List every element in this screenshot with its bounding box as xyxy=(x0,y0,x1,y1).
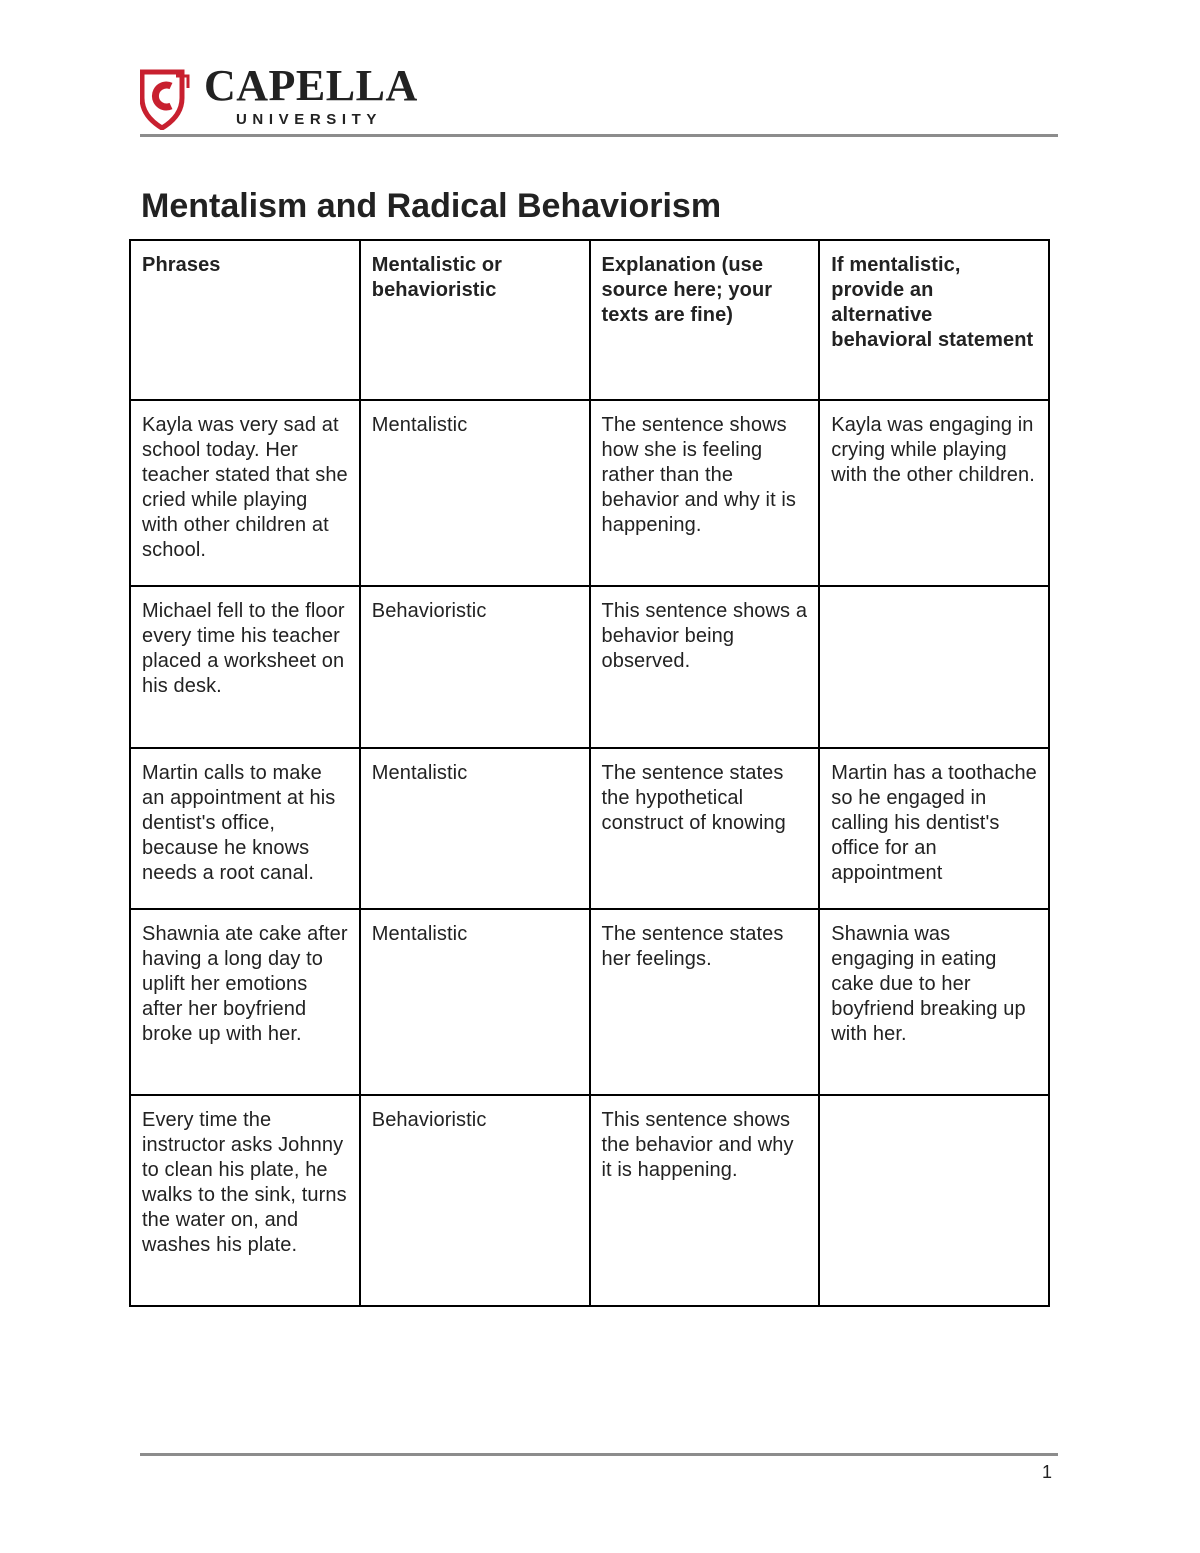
capella-logo xyxy=(140,61,430,134)
column-header-phrases: Phrases xyxy=(130,240,360,400)
phrase-cell: Every time the instructor asks Johnny to clean his plate, he walks to the sink, turns the water on, and washes his plate. xyxy=(130,1095,360,1306)
alternative-cell xyxy=(819,1095,1049,1306)
document-title: Mentalism and Radical Behaviorism xyxy=(141,187,722,225)
classification-cell: Behavioristic xyxy=(360,586,590,748)
page-number: 1 xyxy=(1042,1462,1053,1482)
column-header-explanation: Explanation (use source here; your texts are fine) xyxy=(590,240,820,400)
explanation-cell: This sentence shows a behavior being observed. xyxy=(590,586,820,748)
shield-icon xyxy=(140,68,190,130)
table-row xyxy=(130,586,1049,748)
column-header-alternative: If mentalistic, provide an alternative behavioral statement xyxy=(819,240,1049,400)
phrases-table xyxy=(129,239,1050,1307)
explanation-cell: The sentence states the hypothetical construct of knowing xyxy=(590,748,820,909)
table-row xyxy=(130,1095,1049,1306)
phrase-cell: Martin calls to make an appointment at his dentist's office, because he knows needs a root canal. xyxy=(130,748,360,909)
phrase-cell: Shawnia ate cake after having a long day to uplift her emotions after her boyfriend broke up with her. xyxy=(130,909,360,1095)
phrase-cell: Kayla was very sad at school today. Her teacher stated that she cried while playing with other children at school. xyxy=(130,400,360,586)
header-divider xyxy=(140,134,1058,137)
classification-cell: Mentalistic xyxy=(360,909,590,1095)
alternative-cell xyxy=(819,586,1049,748)
alternative-cell: Kayla was engaging in crying while playing with the other children. xyxy=(819,400,1049,586)
table-row xyxy=(130,909,1049,1095)
logo-subtitle: UNIVERSITY xyxy=(236,111,383,128)
classification-cell: Mentalistic xyxy=(360,400,590,586)
phrase-cell: Michael fell to the floor every time his teacher placed a worksheet on his desk. xyxy=(130,586,360,748)
classification-cell: Behavioristic xyxy=(360,1095,590,1306)
table-row xyxy=(130,400,1049,586)
column-header-classification: Mentalistic or behavioristic xyxy=(360,240,590,400)
explanation-cell: The sentence states her feelings. xyxy=(590,909,820,1095)
classification-cell: Mentalistic xyxy=(360,748,590,909)
table-header-row xyxy=(130,240,1049,400)
alternative-cell: Martin has a toothache so he engaged in calling his dentist's office for an appointment xyxy=(819,748,1049,909)
logo-wordmark: CAPELLA xyxy=(204,61,418,110)
footer-divider xyxy=(140,1453,1058,1456)
alternative-cell: Shawnia was engaging in eating cake due to her boyfriend breaking up with her. xyxy=(819,909,1049,1095)
table-row xyxy=(130,748,1049,909)
explanation-cell: This sentence shows the behavior and why it is happening. xyxy=(590,1095,820,1306)
explanation-cell: The sentence shows how she is feeling rather than the behavior and why it is happening. xyxy=(590,400,820,586)
